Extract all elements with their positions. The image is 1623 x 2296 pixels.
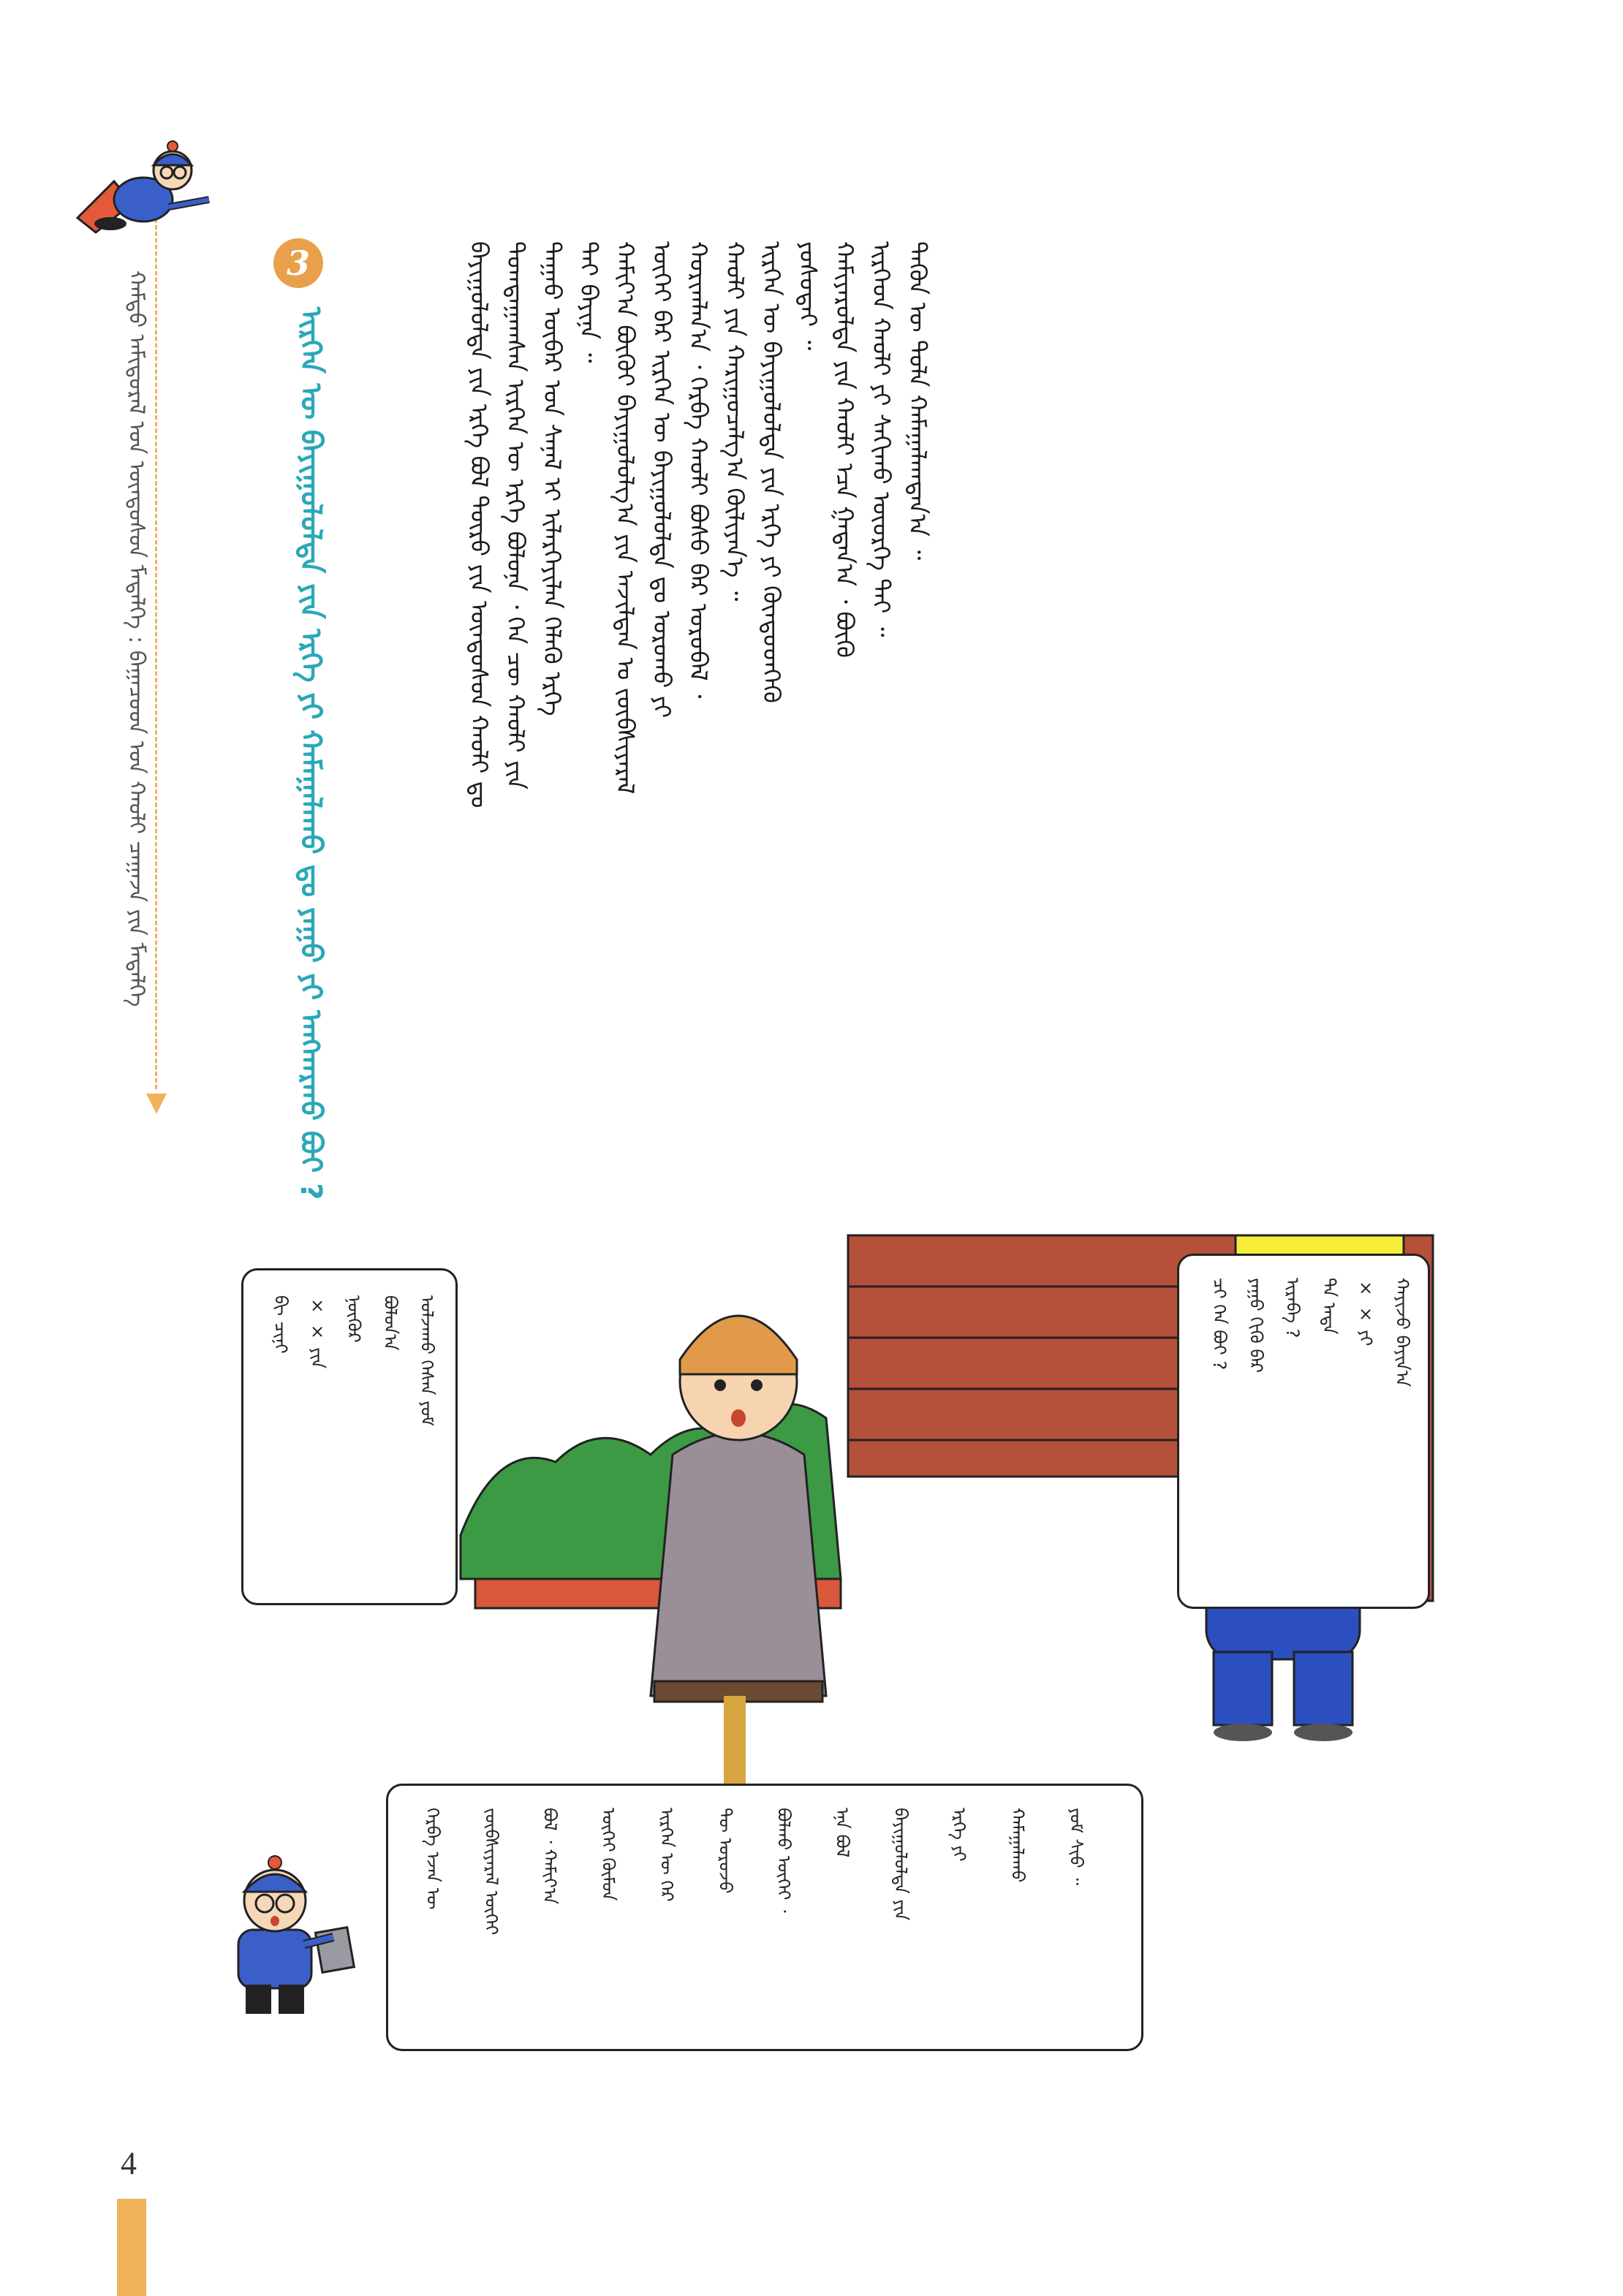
bubble-line: ᠶᠠᠭᠤ ᠬᠢᠬᠦ ᠪᠡᠷ [1246,1278,1266,1374]
body-column: ᠬᠠᠮᠢᠶ᠎ᠠ ᠪᠦᠬᠦᠢ ᠪᠠᠶᠢᠭᠤᠯᠤᠯᠭ᠎ᠠ ᠶᠢᠨ ᠠᠵᠢᠯᠲᠠᠨ ᠤ ᠵᠥᠪᠰᠢᠶᠡᠷᠡᠯ [611,241,640,795]
bubble-line: ᠬᠡᠷᠪᠡ ᠡᠵᠡᠨ ᠦ [423,1808,443,1910]
body-column: ᠦᠭᠡᠢ ᠪᠡᠷ ᠢᠷᠭᠡᠨ ᠦ ᠪᠠᠶᠢᠭᠤᠯᠤᠯᠲᠠ ᠳᠤ ᠣᠷᠣᠬᠤ ᠶᠢ [648,241,676,719]
bubble-line: ᠲᠠ ᠡᠨᠳᠡ [1319,1278,1339,1335]
guard-speech-bubble [1177,1254,1430,1609]
body-column: ᠬᠠᠮᠢᠶᠠᠷᠤᠯᠲᠠ ᠶᠢᠨ ᠬᠠᠤᠯᠢ ᠡᠴᠡ ᠭᠠᠳᠠᠨ᠎ᠠ ᠂ ᠪᠦᠬᠦ [831,241,859,658]
man-in-robe-figure [651,1316,826,1784]
body-column: ᠲᠤᠭᠲᠠᠭᠠᠭᠰᠠᠨ ᠢᠷᠭᠡᠨ ᠦ ᠡᠷᠬᠡ ᠪᠣᠯᠤᠨᠠ ᠂ ᠬᠡᠨ ᠴᠦ ᠬᠠᠤᠯᠢ ᠶᠢᠨ [502,241,530,790]
body-column: ᠲᠡᠭᠦᠨ ᠦ ᠲᠤᠯᠠ ᠬᠠᠮᠠᠭᠠᠯᠠᠭᠳᠠᠨ᠎ᠠ ᠃ [904,241,932,561]
bubble-line: ᠪᠢ ᠴᠢᠨᠢ [270,1295,291,1354]
bubble-line: ᠤᠯᠵᠠᠬᠤ ᠭᠡᠰᠡᠨ ᠶᠤᠮ [417,1295,437,1426]
question-number-badge: 3 [273,238,323,288]
bubble-line: ᠢᠷᠡᠪᠡ ? [1282,1278,1303,1338]
question-title: ᠢᠷᠭᠡᠨ ᠦ ᠪᠠᠶᠢᠭᠤᠯᠤᠯᠲᠠ ᠶᠢᠨ ᠡᠷᠬᠡ ᠶᠢ ᠬᠠᠮᠠᠭᠠᠯᠠᠬᠤ ᠳᠤ ᠶᠠᠭᠤ ᠶᠢ ᠠᠩᠬᠠᠷᠬᠤ ᠪᠤᠢ ? [294,307,328,1200]
boy-mascot-with-sign [209,1849,363,2017]
page-marker-bar [117,2199,146,2296]
bubble-line: × × ᠶᠢᠨ [307,1295,328,1369]
bubble-line: ᠨᠥᠬᠦᠷ [344,1295,364,1343]
bubble-line: × × ᠶᠢ [1355,1278,1376,1346]
man-speech-bubble [241,1268,458,1605]
body-column: ᠬᠣᠷᠢᠭᠯᠠᠨ᠎ᠠ ᠂ ᠬᠡᠷᠪᠡ ᠬᠠᠤᠯᠢ ᠪᠤᠰᠤ ᠪᠡᠷ ᠣᠷᠣᠪᠠᠯ ᠂ [684,241,713,699]
bubble-line: ᠡᠨᠡ ᠪᠣᠯ [832,1808,852,1858]
bubble-line: ᠡᠷᠬᠡ ᠶᠢ [949,1808,969,1862]
boy-speech-bubble [386,1784,1143,2051]
bubble-line: ᠴᠢ ᠬᠡᠨ ᠪᠤᠢ ? [1209,1278,1230,1371]
body-column: ᠶᠣᠰᠤᠲᠠᠢ ᠃ [794,241,822,351]
bubble-line: ᠪᠣᠯ ᠂ ᠬᠠᠮᠢᠶ᠎ᠠ [540,1808,560,1905]
body-column: ᠳᠠᠭᠠᠤ ᠥᠪᠡᠷ ᠤᠨ ᠰᠠᠨᠠᠯ ᠢ ᠢᠯᠡᠷᠬᠡᠶᠢᠯᠡᠨ ᠬᠡᠯᠡᠬᠦ ᠡᠷᠬᠡ [538,241,567,716]
header-divider [155,212,157,1089]
body-column: ᠢᠷᠭᠡᠨ ᠦ ᠪᠠᠶᠢᠭᠤᠯᠤᠯᠲᠠ ᠶᠢᠨ ᠡᠷᠬᠡ ᠶᠢ ᠬᠦᠨᠳᠦᠳᠬᠡᠬᠦ [757,241,786,703]
body-column: ᠲᠠᠶ ᠪᠠᠶᠢᠨᠠ ᠃ [575,241,603,363]
running-header: ᠬᠠᠮᠲᠤ ᠠᠮᠢᠳᠤᠷᠠᠯ ᠤᠨ ᠦᠨᠳᠦᠰᠦᠨ ᠮᠡᠳᠡᠯᠭᠡ : ᠪᠠᠭᠠᠴᠤᠳ ᠤᠨ ᠬᠠᠤᠯᠢ ᠴᠠᠭᠠᠵᠠ ᠶᠢᠨ ᠮᠡᠳᠡᠯᠭᠡ [124,270,149,1007]
body-column: ᠢᠷᠭᠡᠳ ᠬᠠᠤᠯᠢ ᠶᠢ ᠰᠠᠬᠢᠬᠤ ᠦᠦᠷᠭᠡ ᠲᠠᠶ ᠃ [867,241,896,637]
bubble-line: ᠦᠭᠡᠢ ᠬᠦᠮᠦᠨ [598,1808,618,1901]
flying-boy-mascot [63,130,224,254]
body-column: ᠬᠠᠤᠯᠢ ᠶᠢᠨ ᠬᠠᠷᠢᠭᠤᠴᠠᠯᠭ᠎ᠠ ᠬᠦᠯᠢᠶᠡᠨ᠎ᠡ ᠃ [721,241,749,602]
bubble-line: ᠶᠤᠮ ᠰᠢᠦ ᠃ [1066,1808,1086,1886]
header-arrow-icon [146,1094,167,1114]
bubble-line: ᠬᠠᠶᠢᠵᠤ ᠪᠠᠶᠢᠨ᠎ᠠ [1392,1278,1412,1387]
body-column: ᠪᠠᠶᠢᠭᠤᠯᠤᠯᠲᠠ ᠶᠢᠨ ᠡᠷᠬᠡ ᠪᠣᠯ ᠲᠥᠷᠥ ᠶᠢᠨ ᠦᠨᠳᠦᠰᠦᠨ ᠬᠠᠤᠯᠢ ᠳᠤ [465,241,493,808]
bubble-line: ᠵᠥᠪᠰᠢᠶᠡᠷᠡᠯ ᠦᠭᠡᠢ [481,1808,502,1936]
bubble-line: ᠪᠠᠶᠢᠭᠤᠯᠤᠯᠲᠠ ᠶᠢᠨ [890,1808,911,1921]
bubble-line: ᠪᠣᠯᠤᠨ᠎ᠠ [380,1295,401,1351]
bubble-line: ᠪᠣᠯᠬᠤ ᠦᠭᠡᠢ ᠂ [773,1808,794,1913]
bubble-line: ᠢᠷᠭᠡᠨ ᠦ ᠭᠡᠷ [657,1808,677,1902]
bubble-line: ᠲᠦ ᠣᠷᠣᠵᠤ [715,1808,735,1894]
page-number: 4 [121,2145,137,2181]
bubble-line: ᠬᠠᠮᠠᠭᠠᠯᠠᠬᠤ [1007,1808,1028,1883]
